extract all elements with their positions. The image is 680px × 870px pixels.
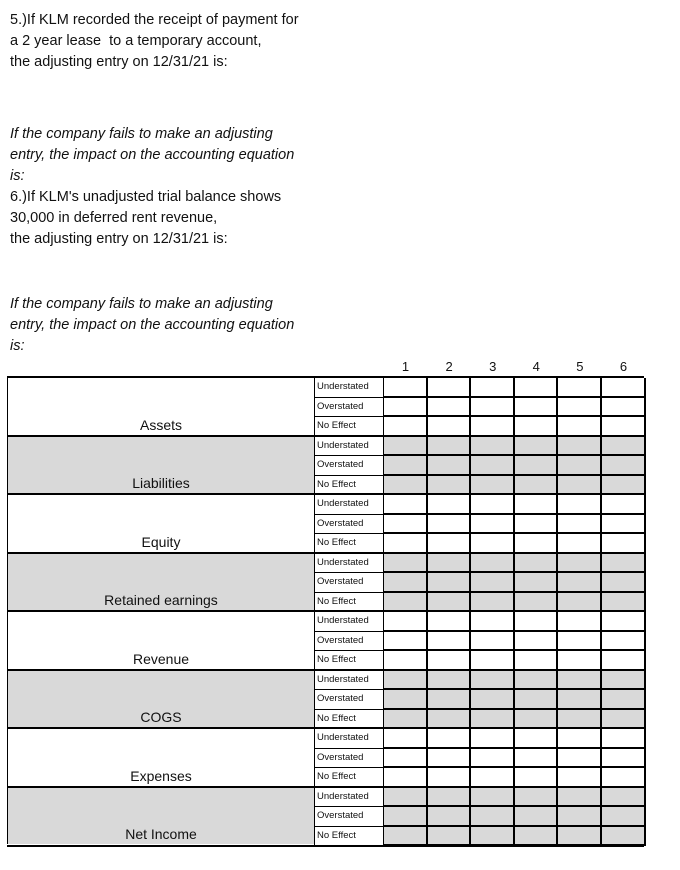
answer-cell[interactable] <box>515 690 559 710</box>
answer-cell[interactable] <box>384 573 428 593</box>
answer-cell[interactable] <box>471 671 515 691</box>
row-label: Assets <box>139 416 182 433</box>
answer-cell[interactable] <box>384 690 428 710</box>
option-no-effect: No Effect <box>314 710 384 730</box>
answer-cell[interactable] <box>428 456 472 476</box>
q5-impact-line-1: If the company fails to make an adjusting <box>10 126 273 142</box>
row-group-equity <box>7 493 644 552</box>
answer-cell[interactable] <box>602 788 646 808</box>
row-label: Expenses <box>130 767 192 784</box>
column-header-5: 5 <box>576 359 584 374</box>
answer-cell[interactable] <box>471 554 515 574</box>
answer-cell[interactable] <box>428 437 472 457</box>
row-group-expenses <box>7 727 644 786</box>
answer-cell[interactable] <box>471 612 515 632</box>
option-labels <box>314 554 384 611</box>
option-labels <box>314 671 384 728</box>
option-overstated: Overstated <box>314 807 384 827</box>
q6-impact-line-1: If the company fails to make an adjusting <box>10 296 273 312</box>
answer-cell[interactable] <box>428 554 472 574</box>
option-no-effect: No Effect <box>314 827 384 847</box>
answer-cell[interactable] <box>471 573 515 593</box>
option-no-effect: No Effect <box>314 417 384 437</box>
answer-cell[interactable] <box>428 515 472 535</box>
answer-cell[interactable] <box>602 515 646 535</box>
answer-cell[interactable] <box>602 827 646 847</box>
answer-cell[interactable] <box>384 807 428 827</box>
q6-line-1: 6.)If KLM's unadjusted trial balance shows <box>10 189 282 205</box>
option-understated: Understated <box>314 671 384 691</box>
answer-cell[interactable] <box>602 632 646 652</box>
answer-cell[interactable] <box>558 437 602 457</box>
answer-cell[interactable] <box>602 729 646 749</box>
answer-cell[interactable] <box>515 437 559 457</box>
row-label-cell <box>7 671 314 728</box>
row-label: Liabilities <box>132 475 190 491</box>
answer-cell[interactable] <box>471 437 515 457</box>
q5-line-3: the adjusting entry on 12/31/21 is: <box>10 54 228 70</box>
option-labels <box>314 612 384 669</box>
row-group-net-income <box>7 786 644 845</box>
option-overstated: Overstated <box>314 398 384 418</box>
option-labels <box>314 495 384 552</box>
option-understated: Understated <box>314 495 384 515</box>
option-understated: Understated <box>314 437 384 457</box>
q5-line-1: 5.)If KLM recorded the receipt of payment for <box>10 12 299 28</box>
answer-cell[interactable] <box>558 378 602 398</box>
q6-line-2: 30,000 in deferred rent revenue, <box>10 210 218 226</box>
answer-cell[interactable] <box>471 378 515 398</box>
answer-cell[interactable] <box>515 671 559 691</box>
answer-cell[interactable] <box>602 749 646 769</box>
answer-cell[interactable] <box>515 807 559 827</box>
answer-cell[interactable] <box>471 749 515 769</box>
row-label: Net Income <box>125 826 197 842</box>
option-no-effect: No Effect <box>314 534 384 554</box>
answer-cell[interactable] <box>558 807 602 827</box>
row-label-cell <box>7 788 314 845</box>
answer-cell[interactable] <box>428 378 472 398</box>
answer-cell[interactable] <box>384 456 428 476</box>
option-labels <box>314 437 384 494</box>
option-overstated: Overstated <box>314 515 384 535</box>
answer-cell[interactable] <box>558 690 602 710</box>
option-labels <box>314 788 384 845</box>
row-label-cell <box>7 729 314 786</box>
row-label: COGS <box>140 709 182 725</box>
answer-cell[interactable] <box>515 515 559 535</box>
answer-cell[interactable] <box>471 827 515 847</box>
answer-cell[interactable] <box>471 788 515 808</box>
answer-cell[interactable] <box>471 515 515 535</box>
column-header-3: 3 <box>489 359 497 374</box>
answer-cell[interactable] <box>602 690 646 710</box>
option-understated: Understated <box>314 612 384 632</box>
answer-cell[interactable] <box>515 749 559 769</box>
answer-cell[interactable] <box>558 515 602 535</box>
answer-cell[interactable] <box>602 437 646 457</box>
option-labels <box>314 378 384 435</box>
row-group-liabilities <box>7 435 644 494</box>
answer-cell[interactable] <box>558 495 602 515</box>
answer-cell[interactable] <box>602 456 646 476</box>
answer-cell[interactable] <box>515 729 559 749</box>
q5-impact-line-2: entry, the impact on the accounting equation <box>10 147 295 163</box>
answer-cell[interactable] <box>515 495 559 515</box>
answer-cell[interactable] <box>428 671 472 691</box>
option-no-effect: No Effect <box>314 476 384 496</box>
answer-cell[interactable] <box>428 788 472 808</box>
option-overstated: Overstated <box>314 573 384 593</box>
option-understated: Understated <box>314 554 384 574</box>
option-labels <box>314 729 384 786</box>
answer-cell[interactable] <box>515 378 559 398</box>
question-6-impact <box>10 294 294 357</box>
row-label-cell <box>7 378 314 435</box>
column-header-6: 6 <box>619 359 628 374</box>
answer-cell[interactable] <box>471 729 515 749</box>
row-label-cell <box>7 612 314 669</box>
q6-line-3: the adjusting entry on 12/31/21 is: <box>10 231 228 247</box>
answer-cell[interactable] <box>515 612 559 632</box>
answer-cell[interactable] <box>471 690 515 710</box>
answer-cell[interactable] <box>471 456 515 476</box>
answer-cell[interactable] <box>558 827 602 847</box>
answer-cell[interactable] <box>471 495 515 515</box>
column-header-2: 2 <box>445 359 453 374</box>
answer-cell[interactable] <box>384 495 428 515</box>
answer-cell[interactable] <box>384 632 428 652</box>
option-overstated: Overstated <box>314 690 384 710</box>
answer-cell[interactable] <box>384 749 428 769</box>
answer-cell[interactable] <box>558 573 602 593</box>
option-no-effect: No Effect <box>314 651 384 671</box>
option-overstated: Overstated <box>314 456 384 476</box>
answer-cell[interactable] <box>602 671 646 691</box>
answer-cell[interactable] <box>428 495 472 515</box>
answer-cell[interactable] <box>428 729 472 749</box>
answer-cell[interactable] <box>515 456 559 476</box>
option-no-effect: No Effect <box>314 593 384 613</box>
answer-cell[interactable] <box>384 671 428 691</box>
answer-cell[interactable] <box>428 573 472 593</box>
row-label-cell <box>7 495 314 552</box>
answer-cell[interactable] <box>602 495 646 515</box>
row-label: Revenue <box>132 650 190 667</box>
answer-cell[interactable] <box>558 456 602 476</box>
option-no-effect: No Effect <box>314 768 384 788</box>
option-overstated: Overstated <box>314 749 384 769</box>
answer-cell[interactable] <box>558 398 602 418</box>
answer-cell[interactable] <box>602 554 646 574</box>
answer-cell[interactable] <box>384 515 428 535</box>
answer-cell[interactable] <box>515 554 559 574</box>
answer-cell[interactable] <box>515 573 559 593</box>
answer-cell[interactable] <box>384 554 428 574</box>
answer-cell[interactable] <box>558 671 602 691</box>
answer-cell[interactable] <box>515 632 559 652</box>
answer-cell[interactable] <box>428 827 472 847</box>
answer-cell[interactable] <box>602 398 646 418</box>
answer-cell[interactable] <box>428 632 472 652</box>
answer-cell[interactable] <box>384 729 428 749</box>
q5-line-2: a 2 year lease to a temporary account, <box>10 33 262 49</box>
answer-cell[interactable] <box>515 788 559 808</box>
question-5 <box>10 10 299 73</box>
grid-bottom-border <box>7 845 644 847</box>
answer-cell[interactable] <box>384 827 428 847</box>
row-group-revenue <box>7 610 644 669</box>
question-5-impact <box>10 124 294 187</box>
column-header-4: 4 <box>532 359 540 374</box>
answer-cell[interactable] <box>602 573 646 593</box>
column-header-1: 1 <box>401 359 410 374</box>
row-label-cell <box>7 437 314 494</box>
option-understated: Understated <box>314 729 384 749</box>
question-6 <box>10 187 281 250</box>
row-label-cell <box>7 554 314 611</box>
answer-cell[interactable] <box>428 807 472 827</box>
answer-cell[interactable] <box>384 788 428 808</box>
answer-cell[interactable] <box>558 788 602 808</box>
row-label: Retained earnings <box>104 592 218 608</box>
answer-cell[interactable] <box>558 729 602 749</box>
answer-cell[interactable] <box>602 378 646 398</box>
answer-cell[interactable] <box>428 612 472 632</box>
answer-cell[interactable] <box>558 749 602 769</box>
impact-grid <box>7 376 644 846</box>
row-label: Equity <box>141 533 181 550</box>
row-group-cogs <box>7 669 644 728</box>
answer-cell[interactable] <box>515 827 559 847</box>
row-group-retained-earnings <box>7 552 644 611</box>
answer-cell[interactable] <box>471 632 515 652</box>
option-understated: Understated <box>314 378 384 398</box>
option-understated: Understated <box>314 788 384 808</box>
answer-cell[interactable] <box>384 378 428 398</box>
answer-cell[interactable] <box>471 807 515 827</box>
answer-cell[interactable] <box>602 807 646 827</box>
answer-cell[interactable] <box>428 749 472 769</box>
answer-cell[interactable] <box>558 554 602 574</box>
q6-impact-line-2: entry, the impact on the accounting equation <box>10 317 295 333</box>
option-overstated: Overstated <box>314 632 384 652</box>
answer-cell[interactable] <box>558 612 602 632</box>
q5-impact-line-3: is: <box>10 168 25 184</box>
answer-cell[interactable] <box>384 612 428 632</box>
q6-impact-line-3: is: <box>10 338 25 354</box>
answer-cell[interactable] <box>515 398 559 418</box>
answer-cell[interactable] <box>428 690 472 710</box>
answer-cell[interactable] <box>428 398 472 418</box>
row-group-assets <box>7 376 644 435</box>
answer-cell[interactable] <box>384 398 428 418</box>
answer-cell[interactable] <box>602 612 646 632</box>
answer-cell[interactable] <box>384 437 428 457</box>
answer-cell[interactable] <box>558 632 602 652</box>
answer-cell[interactable] <box>471 398 515 418</box>
